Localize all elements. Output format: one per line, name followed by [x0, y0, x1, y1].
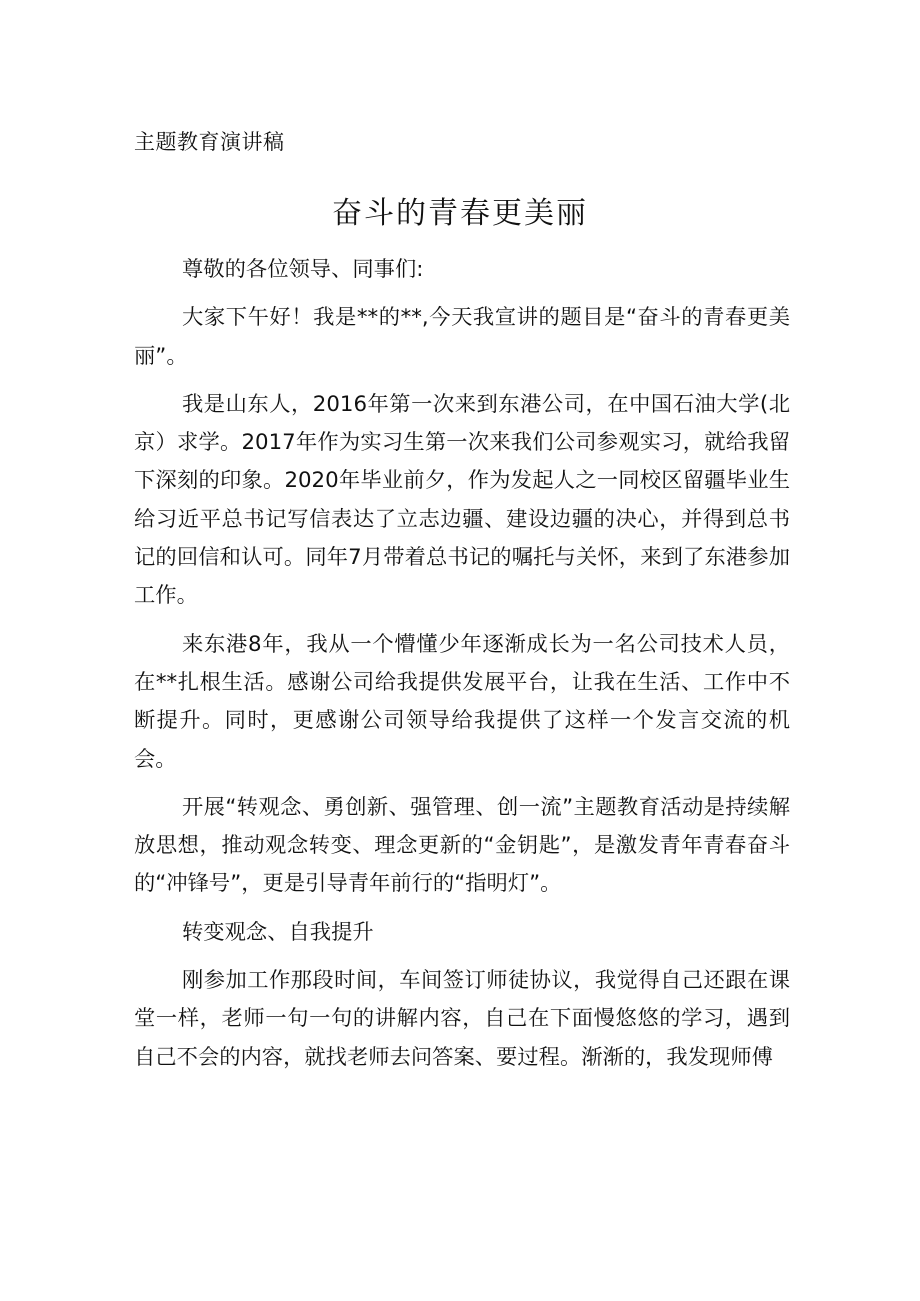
paragraph-early-work: 刚参加工作那段时间，车间签订师徒协议，我觉得自己还跟在课堂一样，老师一句一句的讲解内容，自己在下面慢悠悠的学习，遇到自己不会的内容，就找老师去问答案、要过程。渐渐的，我发现师傅: [134, 968, 790, 1070]
document-body: [134, 251, 790, 1087]
paragraph-salutation: 尊敬的各位领导、同事们:: [182, 257, 424, 282]
document-header: 主题教育演讲稿: [134, 130, 285, 154]
paragraph-background: 我是山东人，2016年第一次来到东港公司，在中国石油大学(北京）求学。2017年作为实习生第一次来我们公司参观实习，就给我留下深刻的印象。2020年毕业前夕，作为发起人之一同校区留疆毕业生给习近平总书记写信表达了立志边疆、建设边疆的决心，并得到总书记的回信和认可。同年7月带着总书记的嘱托与关怀，来到了东港参加工作。: [134, 391, 790, 609]
paragraph-greeting: 大家下午好！我是**的**,今天我宣讲的题目是“奋斗的青春更美丽”。: [134, 305, 790, 369]
paragraph-campaign: 开展“转观念、勇创新、强管理、创一流”主题教育活动是持续解放思想，推动观念转变、理念更新的“金钥匙”，是激发青年青春奋斗的“冲锋号”，更是引导青年前行的“指明灯”。: [134, 794, 790, 897]
paragraph-growth: 来东港8年，我从一个懵懂少年逐渐成长为一名公司技术人员，在**扎根生活。感谢公司给我提供发展平台，让我在生活、工作中不断提升。同时，更感谢公司领导给我提供了这样一个发言交流的机会。: [134, 631, 790, 772]
document-title: 奋斗的青春更美丽: [332, 196, 588, 231]
section-heading: 转变观念、自我提升: [182, 919, 374, 945]
